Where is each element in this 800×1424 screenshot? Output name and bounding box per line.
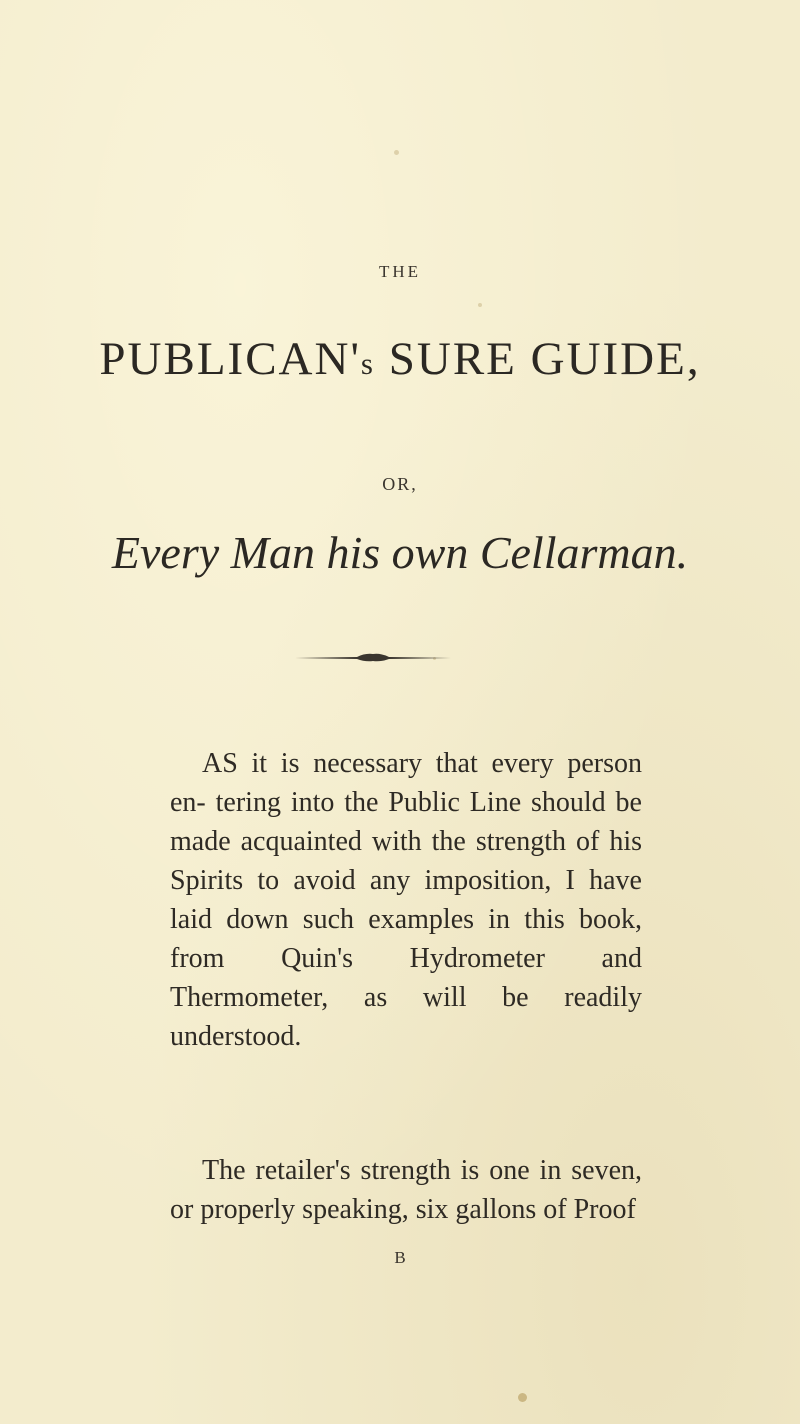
title-the: THE [378,262,422,281]
body-paragraph [170,1151,642,1229]
paper-stain [478,303,482,307]
paper-stain [394,150,399,155]
signature-mark: B [394,1248,406,1267]
title-or: OR, [382,474,418,494]
ornamental-rule-icon [293,650,453,664]
page-subtitle: Every Man his own Cellarman. [111,527,689,578]
paper-stain [518,1393,527,1402]
title-rest: SURE GUIDE, [375,333,701,385]
body-paragraph [170,744,642,1056]
paragraph-1: AS it is necessary that every person en- tering into the Public Line should be made acquainted with the strength of his Spirits to avoid any imposition, I have laid down such examples in this book, from Quin's Hydrometer and Thermometer, as will be readily understood. [170,748,642,1052]
page-title [0,332,800,386]
title-main: PUBLICAN' [99,333,361,385]
title-small-s: s [360,346,375,381]
paragraph-2: The retailer's strength is one in seven, or properly speaking, six gallons of Proof [170,1155,642,1225]
